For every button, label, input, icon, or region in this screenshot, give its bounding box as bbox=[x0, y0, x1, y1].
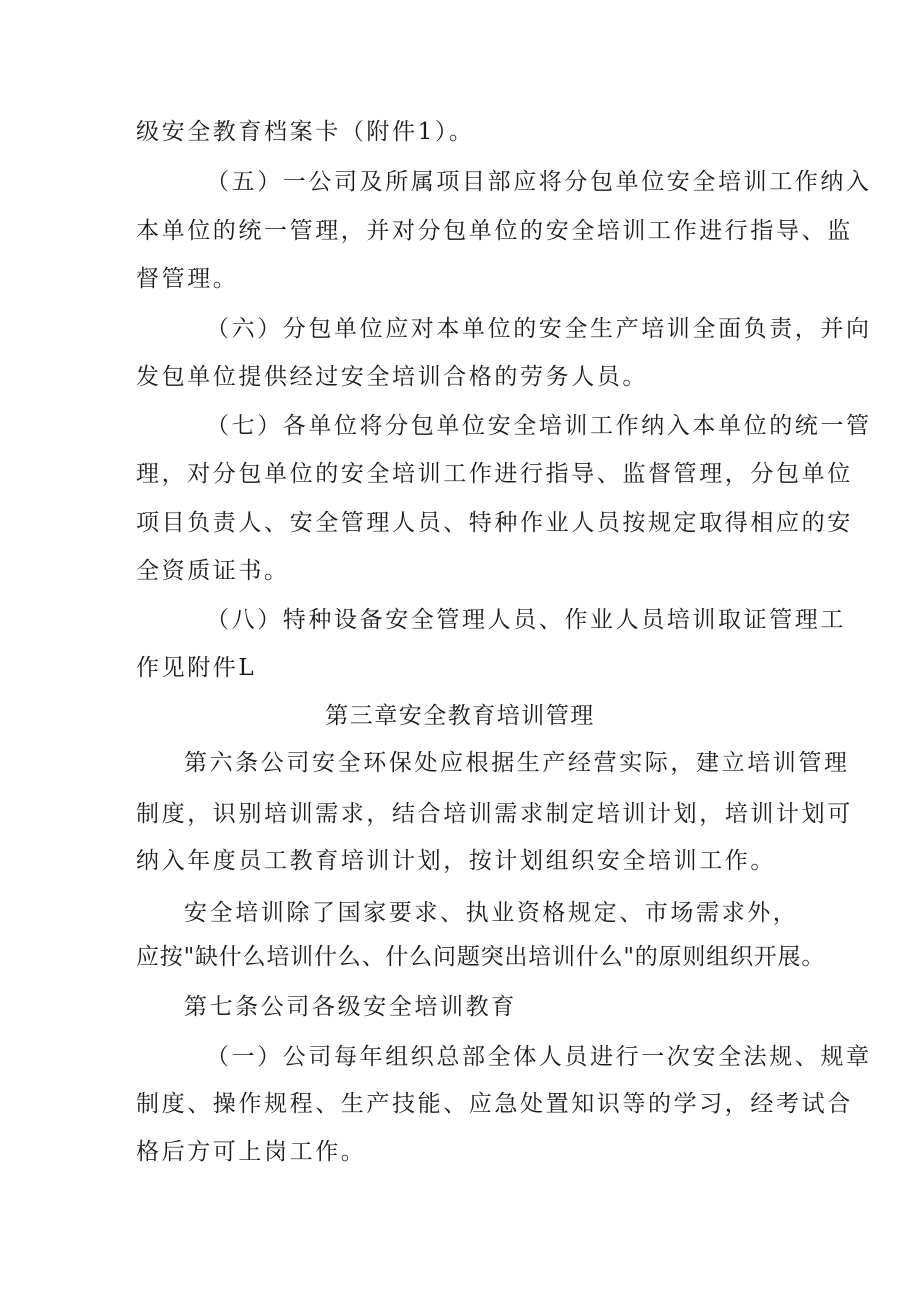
text-line: 制度，识别培训需求，结合培训需求制定培训计划，培训计划可 bbox=[136, 801, 853, 827]
text-line: （一）公司每年组织总部全体人员进行一次安全法规、规章 bbox=[206, 1044, 872, 1070]
text-line: 项目负责人、安全管理人员、特种作业人员按规定取得相应的安 bbox=[136, 510, 853, 536]
chapter-heading: 第三章安全教育培训管理 bbox=[325, 703, 595, 729]
text-line: （七）各单位将分包单位安全培训工作纳入本单位的统一管 bbox=[206, 413, 872, 439]
text-line: 纳入年度员工教育培训计划，按计划组织安全培训工作。 bbox=[136, 848, 776, 874]
text-line: 格后方可上岗工作。 bbox=[136, 1139, 367, 1165]
text-line: （八）特种设备安全管理人员、作业人员培训取证管理工 bbox=[206, 607, 846, 633]
text-line: 全资质证书。 bbox=[136, 558, 290, 584]
text-line: 本单位的统一管理，并对分包单位的安全培训工作进行指导、监 bbox=[136, 218, 853, 244]
text-line: 级安全教育档案卡（附件1）。 bbox=[136, 119, 475, 145]
text-line: 发包单位提供经过安全培训合格的劳务人员。 bbox=[136, 364, 648, 390]
text-line: 第六条公司安全环保处应根据生产经营实际，建立培训管理 bbox=[184, 750, 850, 776]
text-line: 作见附件L bbox=[136, 655, 257, 681]
text-line: （五）一公司及所属项目部应将分包单位安全培训工作纳入 bbox=[206, 169, 872, 195]
text-line: 安全培训除了国家要求、执业资格规定、市场需求外， bbox=[184, 900, 799, 926]
text-line: （六）分包单位应对本单位的安全生产培训全面负责，并向 bbox=[206, 316, 872, 342]
text-line: 应按"缺什么培训什么、什么问题突出培训什么"的原则组织开展。 bbox=[136, 944, 826, 970]
text-line: 制度、操作规程、生产技能、应急处置知识等的学习，经考试合 bbox=[136, 1091, 853, 1117]
text-line: 督管理。 bbox=[136, 266, 239, 292]
text-line: 理，对分包单位的安全培训工作进行指导、监督管理，分包单位 bbox=[136, 461, 853, 487]
text-line: 第七条公司各级安全培训教育 bbox=[184, 994, 517, 1020]
